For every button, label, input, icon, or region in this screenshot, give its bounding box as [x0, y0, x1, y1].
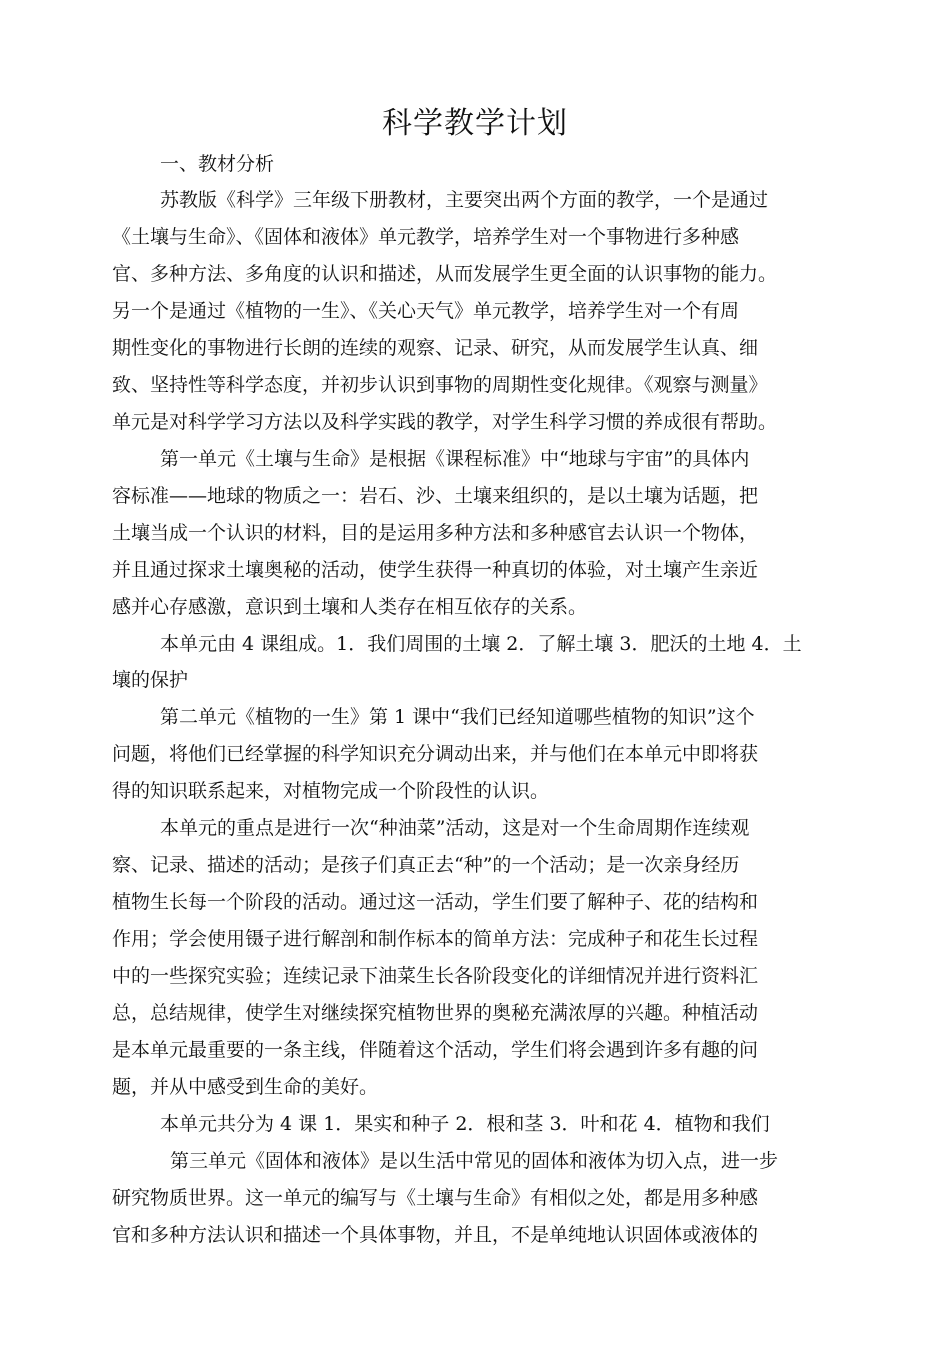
section-heading: 一、教材分析 [160, 153, 275, 175]
text-line: 题，并从中感受到生命的美好。 [112, 1076, 379, 1098]
text-line: 感并心存感激，意识到土壤和人类存在相互依存的关系。 [112, 596, 588, 618]
text-line: 本单元由 4 课组成。1．我们周围的土壤 2．了解土壤 3．肥沃的土地 4．土 [160, 633, 802, 655]
text-line: 官、多种方法、多角度的认识和描述，从而发展学生更全面的认识事物的能力。 [112, 263, 778, 285]
text-line: 土壤当成一个认识的材料，目的是运用多种方法和多种感官去认识一个物体， [112, 522, 759, 544]
text-line: 作用；学会使用镊子进行解剖和制作标本的简单方法：完成种子和花生长过程 [112, 928, 759, 950]
text-line: 并且通过探求土壤奥秘的活动，使学生获得一种真切的体验，对土壤产生亲近 [112, 559, 759, 581]
text-line: 得的知识联系起来，对植物完成一个阶段性的认识。 [112, 780, 550, 802]
document-title: 科学教学计划 [382, 106, 568, 141]
text-line: 总，总结规律，使学生对继续探究植物世界的奥秘充满浓厚的兴趣。种植活动 [112, 1002, 759, 1024]
text-line: 本单元共分为 4 课 1．果实和种子 2．根和茎 3．叶和花 4．植物和我们 [160, 1113, 770, 1135]
text-line: 另一个是通过《植物的一生》、《关心天气》单元教学，培养学生对一个有周 [112, 300, 740, 322]
text-line: 本单元的重点是进行一次“种油菜”活动，这是对一个生命周期作连续观 [160, 817, 750, 839]
text-line: 单元是对科学学习方法以及科学实践的教学，对学生科学习惯的养成很有帮助。 [112, 411, 778, 433]
text-line: 第二单元《植物的一生》第 1 课中“我们已经知道哪些植物的知识”这个 [160, 706, 755, 728]
text-line: 期性变化的事物进行长朗的连续的观察、记录、研究，从而发展学生认真、细 [112, 337, 759, 359]
text-line: 官和多种方法认识和描述一个具体事物，并且，不是单纯地认识固体或液体的 [112, 1224, 759, 1246]
text-line: 问题，将他们已经掌握的科学知识充分调动出来，并与他们在本单元中即将获 [112, 743, 759, 765]
text-line: 研究物质世界。这一单元的编写与《土壤与生命》有相似之处，都是用多种感 [112, 1187, 759, 1209]
text-line: 中的一些探究实验；连续记录下油菜生长各阶段变化的详细情况并进行资料汇 [112, 965, 759, 987]
text-line: 察、记录、描述的活动；是孩子们真正去“种”的一个活动；是一次亲身经历 [112, 854, 740, 876]
text-line: 致、坚持性等科学态度，并初步认识到事物的周期性变化规律。《观察与测量》 [112, 374, 768, 396]
text-line: 是本单元最重要的一条主线，伴随着这个活动，学生们将会遇到许多有趣的问 [112, 1039, 759, 1061]
text-line: 容标准——地球的物质之一：岩石、沙、土壤来组织的，是以土壤为话题，把 [112, 485, 759, 507]
text-line: 苏教版《科学》三年级下册教材，主要突出两个方面的教学，一个是通过 [160, 189, 769, 211]
text-line: 第三单元《固体和液体》是以生活中常见的固体和液体为切入点，进一步 [170, 1150, 779, 1172]
text-line: 第一单元《土壤与生命》是根据《课程标准》中“地球与宇宙”的具体内 [160, 448, 750, 470]
text-line: 植物生长每一个阶段的活动。通过这一活动，学生们要了解种子、花的结构和 [112, 891, 759, 913]
text-line: 壤的保护 [112, 669, 189, 691]
text-line: 《土壤与生命》、《固体和液体》单元教学，培养学生对一个事物进行多种感 [112, 226, 740, 248]
